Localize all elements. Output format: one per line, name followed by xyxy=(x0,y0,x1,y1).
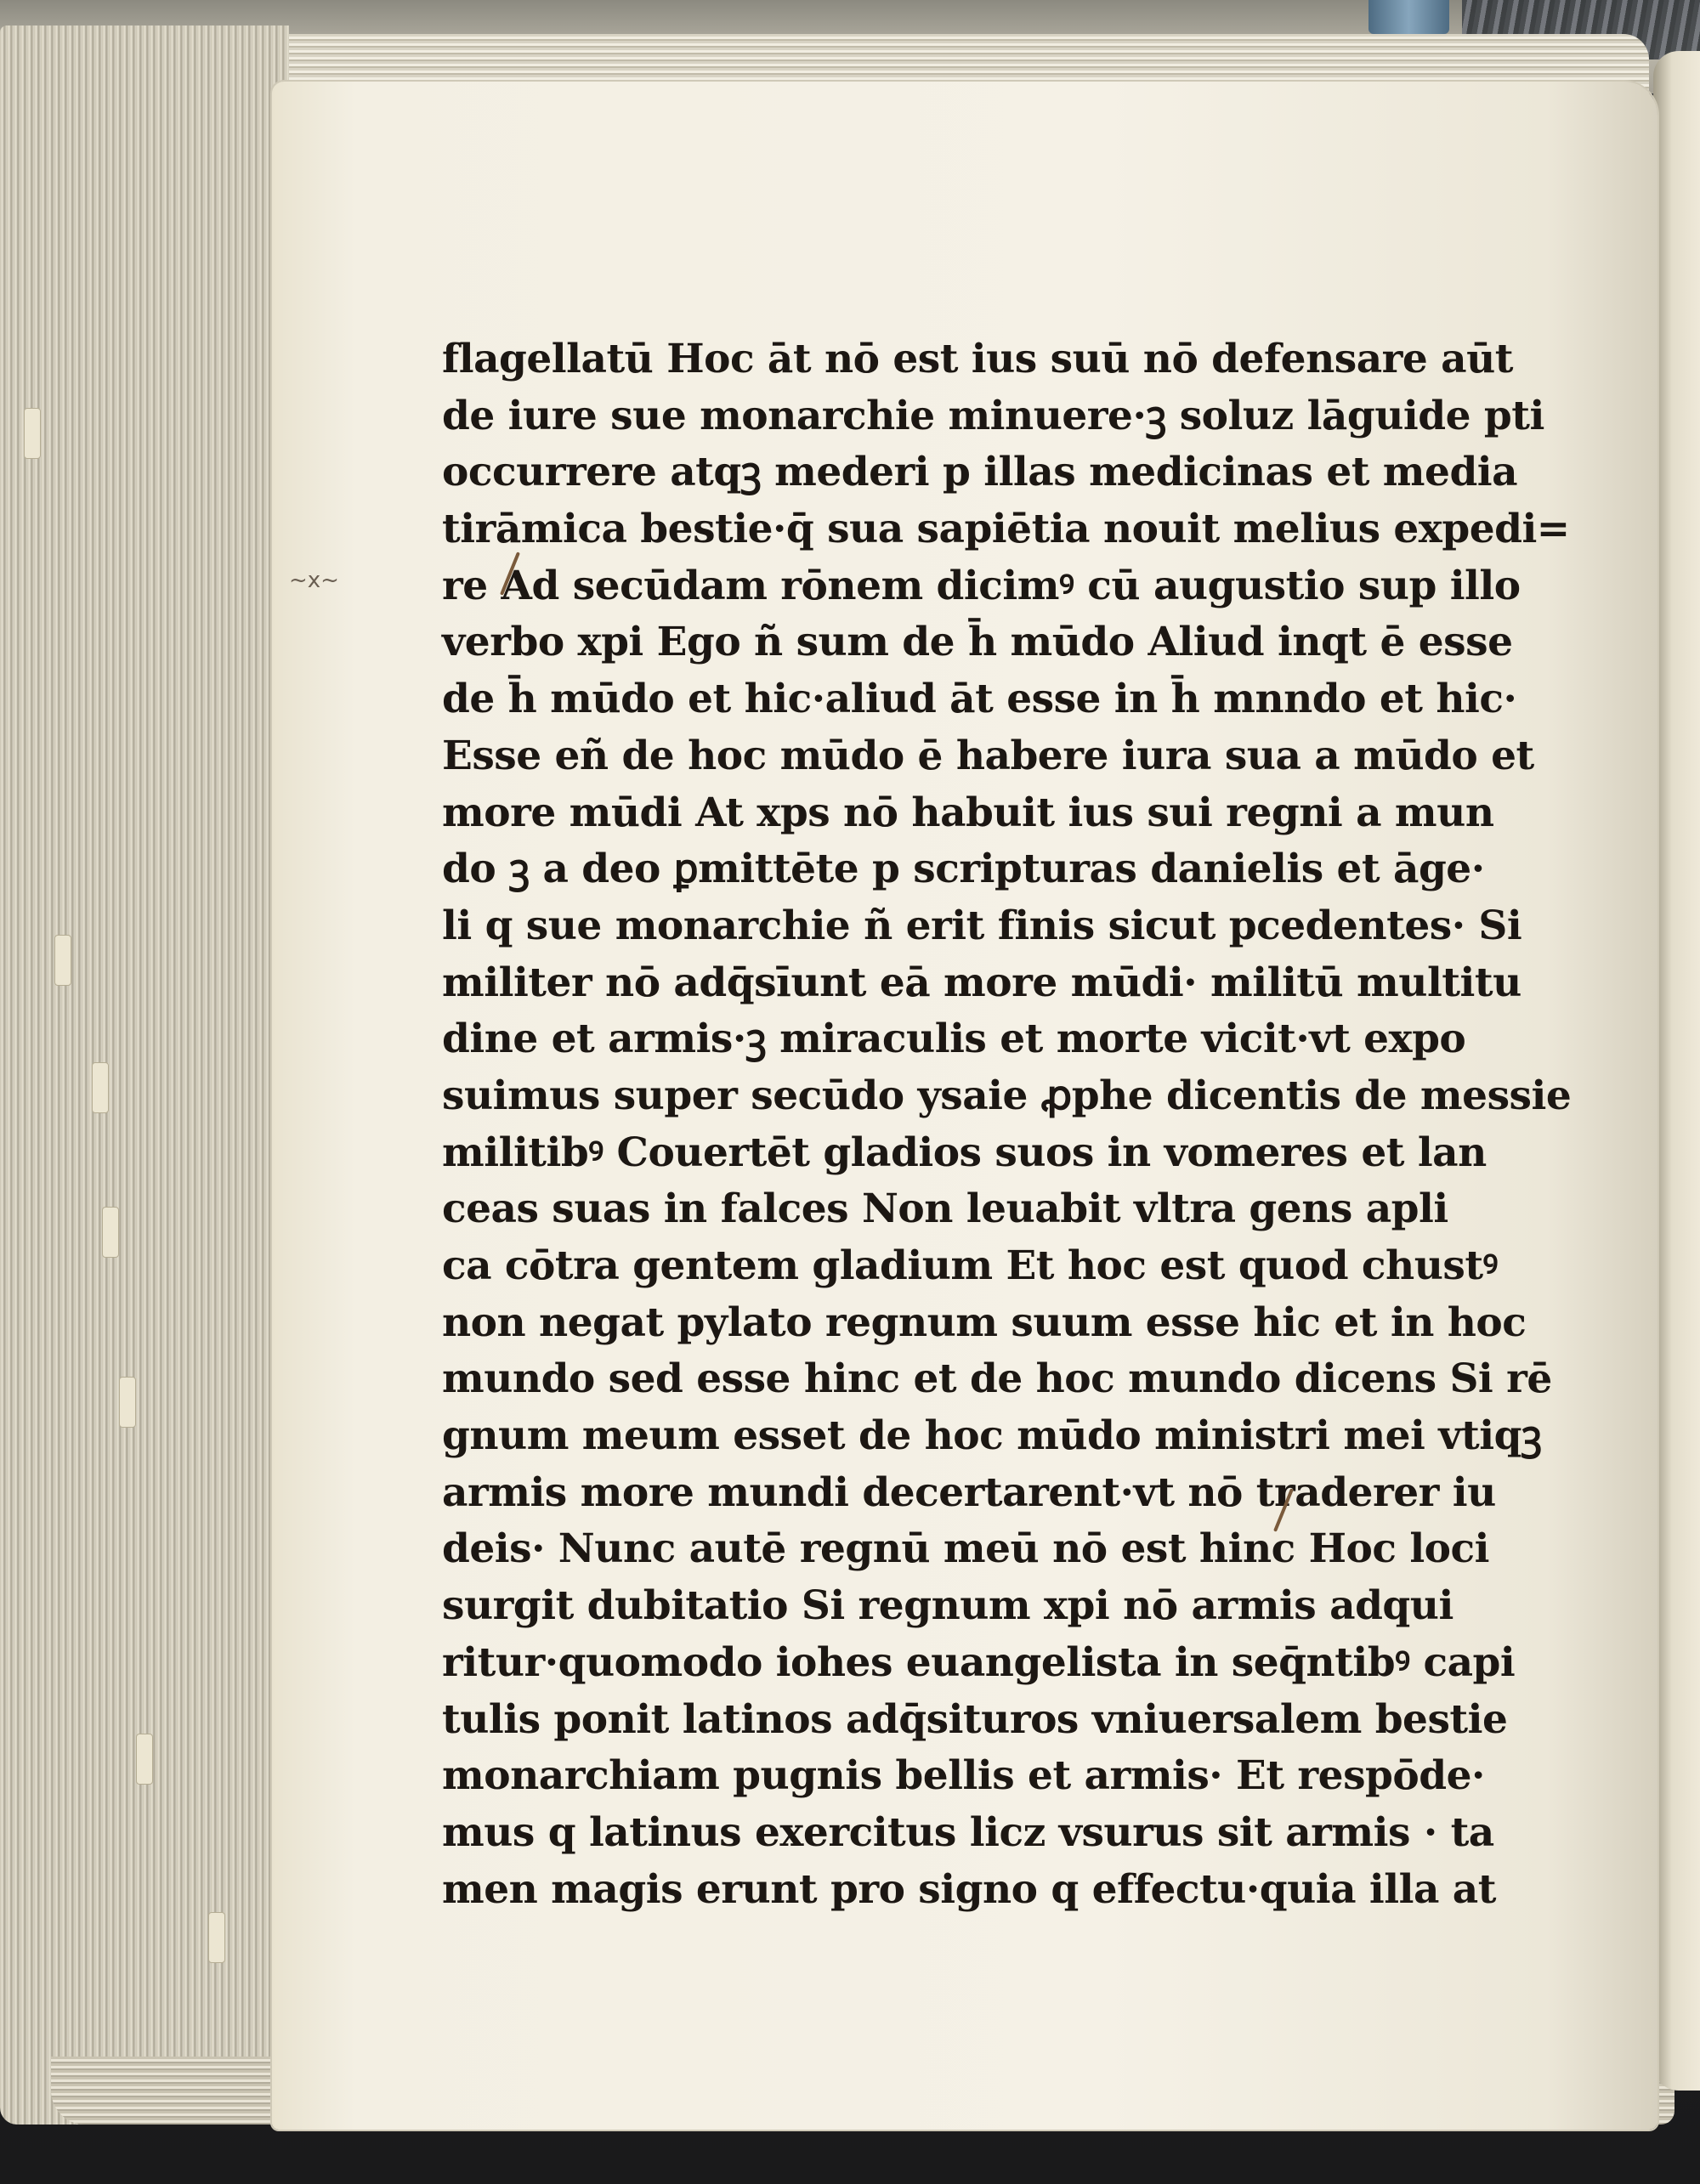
text-line: deis· Nunc autē regnū meū nō est hinc Hoc loci xyxy=(442,1525,1490,1573)
text-line: mundo sed esse hinc et de hoc mundo dicens Si rē xyxy=(442,1355,1552,1403)
text-line: li q sue monarchie ñ erit finis sicut pcedentes· Si xyxy=(442,902,1522,949)
page-tab xyxy=(208,1912,225,1963)
text-line: tirāmica bestie·q̄ sua sapiētia nouit melius expedi= xyxy=(442,506,1570,553)
page-tab xyxy=(92,1062,109,1113)
text-line: mus q latinus exercitus licz vsurus sit armis · ta xyxy=(442,1808,1494,1856)
text-line: occurrere atqꝫ mederi p illas medicinas et media xyxy=(442,449,1518,496)
text-line: more mūdi At xps nō habuit ius sui regni a mun xyxy=(442,789,1494,836)
text-line: do ꝫ a deo ꝑmittēte p scripturas danielis et āge· xyxy=(442,846,1485,893)
text-line: dine et armis·ꝫ miraculis et morte vicit·vt expo xyxy=(442,1016,1466,1063)
margin-annotation: ~x~ xyxy=(289,568,339,593)
text-line: ca cōtra gentem gladium Et hoc est quod chustꝰ xyxy=(442,1242,1499,1289)
text-line: de iure sue monarchie minuere·ꝫ soluz lāguide pti xyxy=(442,392,1544,439)
text-line: de h̄ mūdo et hic·aliud āt esse in h̄ mnndo et hic· xyxy=(442,676,1517,723)
text-line: gnum meum esset de hoc mūdo ministri mei vtiqꝫ xyxy=(442,1412,1542,1460)
text-line: surgit dubitatio Si regnum xpi nō armis adqui xyxy=(442,1582,1454,1630)
text-line: verbo xpi Ego ñ sum de h̄ mūdo Aliud inqt ē esse xyxy=(442,619,1513,666)
text-line: Esse eñ de hoc mūdo ē habere iura sua a mūdo et xyxy=(442,732,1534,779)
text-line: armis more mundi decertarent·vt nō traderer iu xyxy=(442,1468,1496,1516)
text-line: suimus super secūdo ysaie ꝓphe dicentis de messie xyxy=(442,1072,1572,1119)
bookmark-ribbon xyxy=(1368,0,1449,34)
text-line: militibꝰ Couertēt gladios suos in vomeres et lan xyxy=(442,1129,1487,1176)
text-line: tulis ponit latinos adq̄situros vniuersalem bestie xyxy=(442,1695,1508,1743)
facing-page-edge xyxy=(1653,51,1700,2091)
text-line: flagellatū Hoc āt nō est ius suū nō defensare aūt xyxy=(442,336,1514,382)
page-tab xyxy=(24,408,41,459)
incunable-text-block xyxy=(442,331,1572,1918)
page-tab xyxy=(136,1734,153,1785)
page-tab xyxy=(102,1207,119,1258)
text-line: militer nō adq̄sīunt eā more mūdi· militū multitu xyxy=(442,959,1522,1006)
page-stack-left xyxy=(0,25,289,2125)
text-line: men magis erunt pro signo q effectu·quia illa at xyxy=(442,1865,1496,1913)
text-line: re Ad secūdam rōnem dicimꝰ cū augustio sup illo xyxy=(442,562,1521,609)
text-line: non negat pylato regnum suum esse hic et in hoc xyxy=(442,1299,1527,1346)
text-line: ceas suas in falces Non leuabit vltra gens apli xyxy=(442,1185,1448,1233)
page-tab xyxy=(54,935,71,986)
text-line: ritur·quomodo iohes euangelista in seq̄ntibꝰ capi xyxy=(442,1638,1516,1686)
text-line: monarchiam pugnis bellis et armis· Et respōde· xyxy=(442,1752,1485,1800)
page-tab xyxy=(119,1377,136,1428)
